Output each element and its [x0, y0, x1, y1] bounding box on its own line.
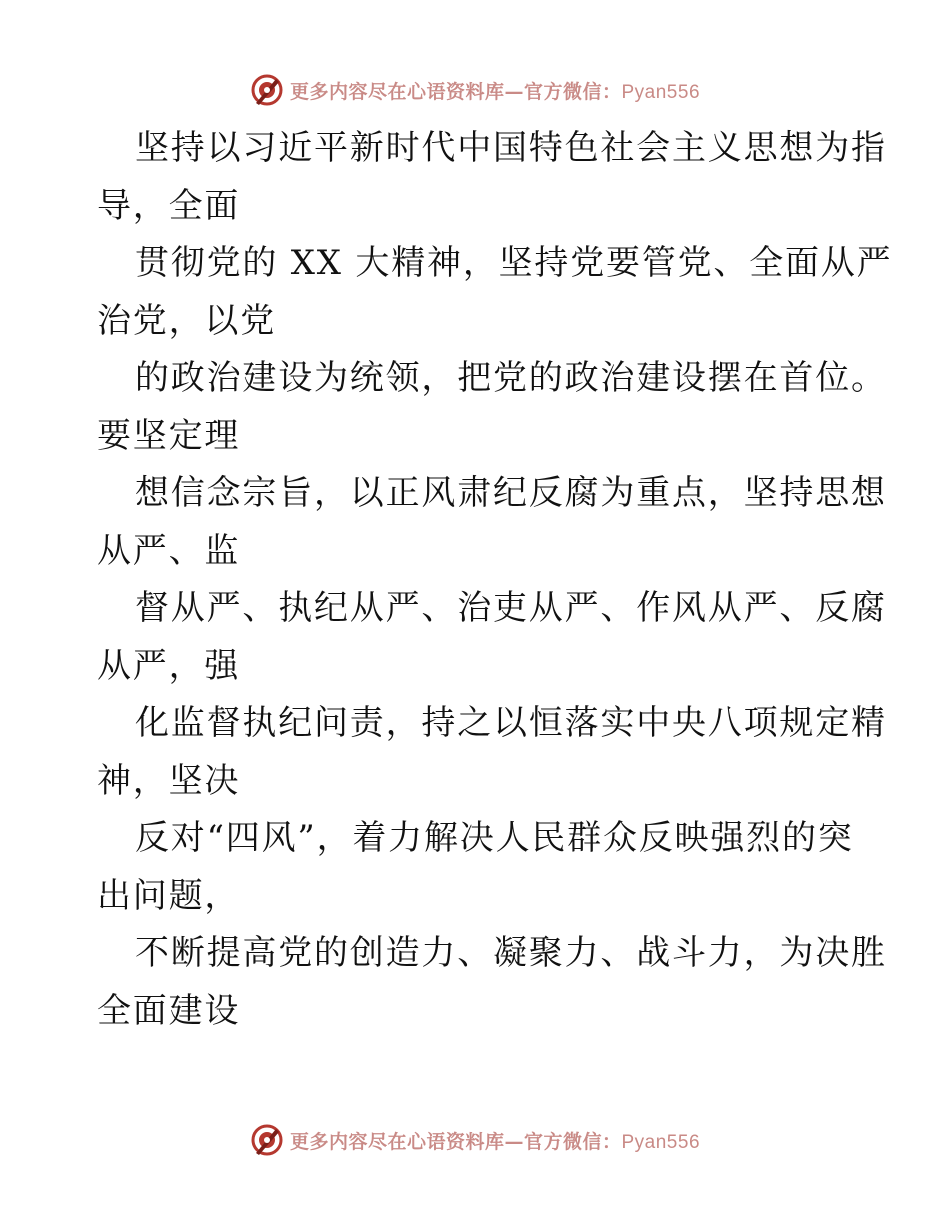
footer-banner [0, 1120, 950, 1160]
document-body [97, 120, 893, 1040]
text-line: 不断提高党的创造力、凝聚力、战斗力，为决胜 [135, 933, 887, 973]
header-banner [0, 70, 950, 110]
text-line: 督从严、执纪从严、治吏从严、作风从严、反腐 [135, 588, 887, 628]
text-line: 神，坚决 [97, 760, 241, 801]
banner-handle: Pyan556 [621, 81, 701, 103]
text-line: 贯彻党的 XX 大精神，坚持党要管党、全面从严 [135, 243, 893, 283]
banner-text [290, 1127, 700, 1154]
text-line: 全面建设 [97, 990, 241, 1031]
text-line: 想信念宗旨，以正风肃纪反腐为重点，坚持思想 [135, 473, 887, 513]
banner-handle: Pyan556 [621, 1131, 701, 1153]
banner-text [290, 77, 700, 104]
text-line: 出问题， [97, 875, 241, 916]
text-line: 从严、监 [97, 530, 241, 571]
text-line: 化监督执纪问责，持之以恒落实中央八项规定精 [135, 703, 887, 743]
banner-label: 更多内容尽在心语资料库—官方微信： [289, 80, 622, 103]
text-line: 治党，以党 [97, 300, 276, 341]
text-line: 的政治建设为统领，把党的政治建设摆在首位。 [135, 358, 887, 398]
quill-seal-icon [250, 73, 284, 107]
text-line: 坚持以习近平新时代中国特色社会主义思想为指 [135, 128, 887, 168]
text-line: 导，全面 [97, 185, 241, 226]
text-line: 反对“四风”，着力解决人民群众反映强烈的突 [135, 818, 854, 858]
banner-label: 更多内容尽在心语资料库—官方微信： [289, 1130, 622, 1153]
quill-seal-icon [250, 1123, 284, 1157]
text-line: 从严，强 [97, 645, 241, 686]
text-line: 要坚定理 [97, 415, 241, 456]
